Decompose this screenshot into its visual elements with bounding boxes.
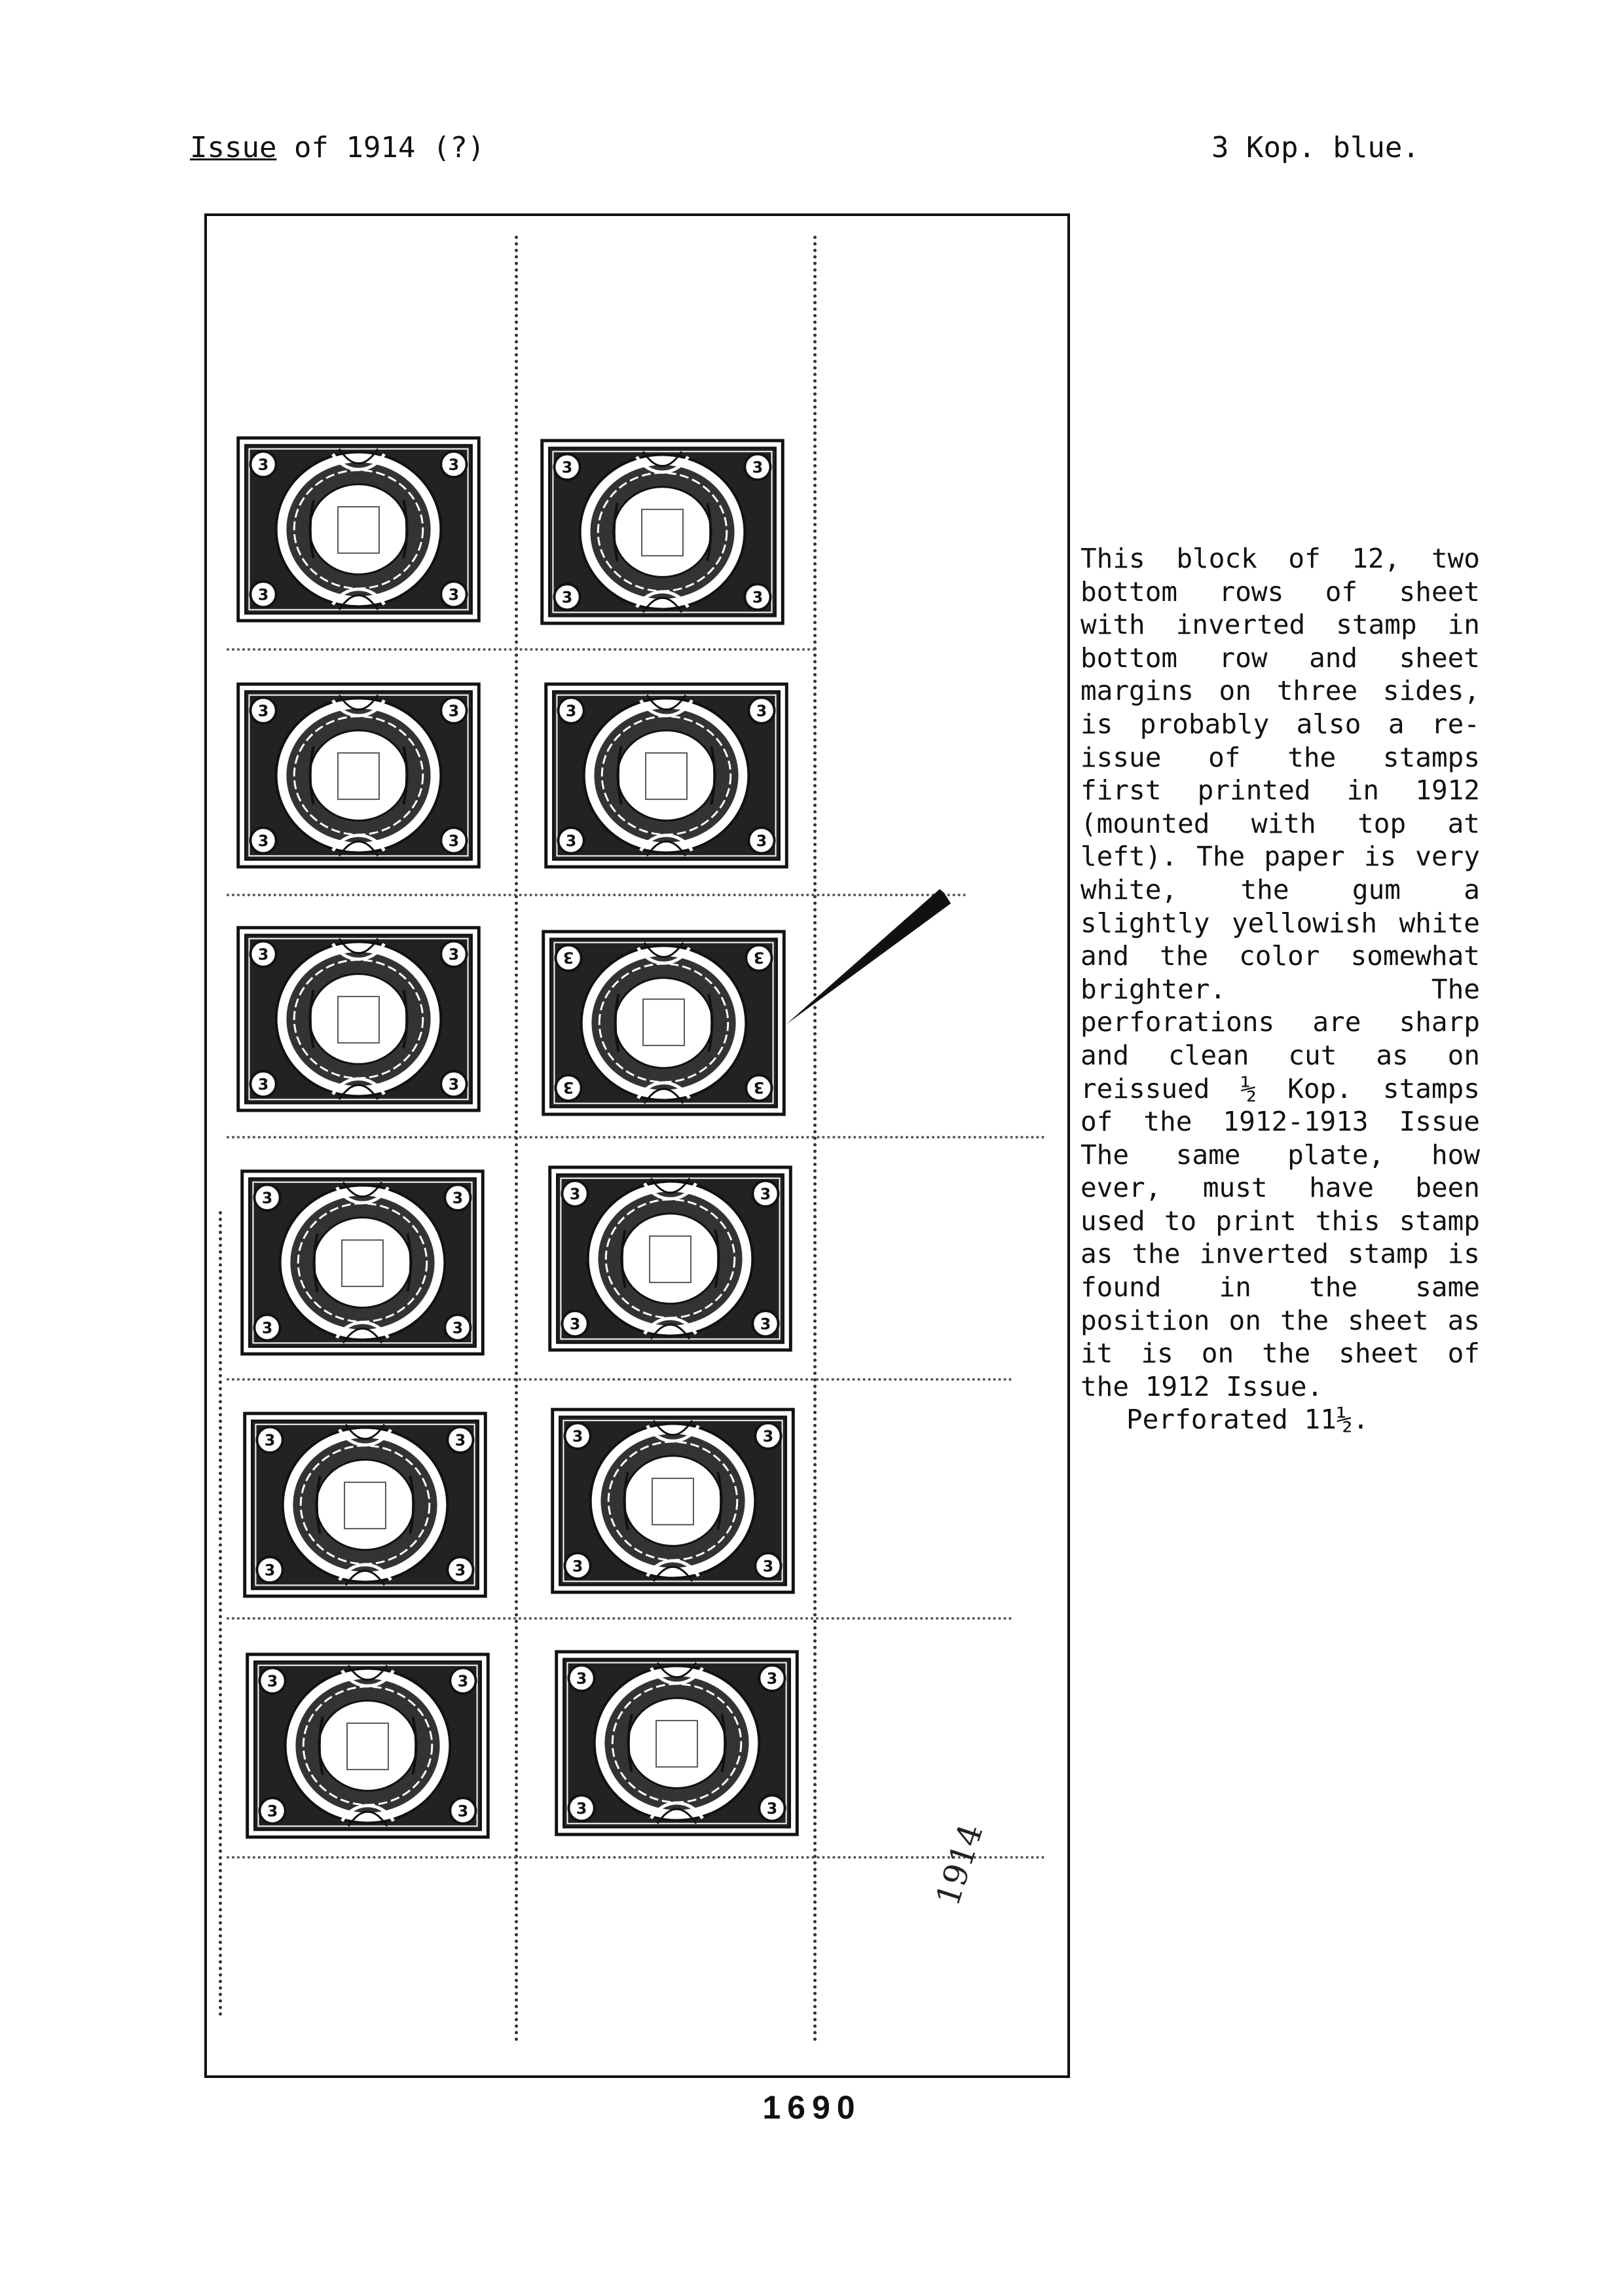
pointer-arrow-to-inverted-stamp: [773, 877, 969, 1074]
stamp-r2c1: [236, 682, 481, 869]
pencil-note: 1914: [929, 1819, 991, 1910]
stamp-r2c2: [544, 682, 789, 869]
stamp-r1c1: [236, 436, 481, 623]
page-number: 1690: [762, 2089, 862, 2126]
stamp-r6c1: [245, 1652, 490, 1839]
stamp-r3c2-inverted: [541, 930, 786, 1116]
stamp-title: 3 Kop. blue.: [1211, 131, 1420, 164]
stamp-r4c2: [547, 1165, 793, 1352]
stamp-r5c2: [550, 1408, 796, 1594]
stamp-r3c1: [236, 926, 481, 1112]
perforation-row-6: [227, 1856, 1045, 1859]
description-text: [1080, 542, 1480, 1436]
perforation-row-4: [227, 1378, 1012, 1381]
perforation-row-3: [227, 1136, 1045, 1139]
description-paragraph: This block of 12, two bottom rows of sheet with inverted stamp in bottom row and sheet margins on three sides, is probably also a re-issue of the stamps first printed in 1912 (mounted with top at left). The paper is very white, the gum a slightly yellowish white and the color somewhat brighter. The perforations are sharp and clean cut as on reissued ½ Kop. stamps of the 1912-1913 Issue The same plate, how ever, must have been used to print this stamp as the inverted stamp is found in the same position on the sheet as it is on the sheet of the 1912 Issue.: [1080, 543, 1480, 1402]
stamp-r1c2: [540, 439, 785, 625]
stamp-r6c2: [554, 1650, 800, 1836]
issue-heading: [190, 131, 485, 164]
perforation-right: [813, 236, 817, 2043]
perforation-middle: [515, 236, 518, 2043]
perforation-row-1: [227, 648, 816, 651]
perforation-row-5: [227, 1617, 1012, 1620]
stamp-r4c1: [240, 1169, 485, 1356]
issue-word: Issue: [190, 131, 277, 164]
issue-year: of 1914 (?): [276, 131, 485, 164]
perforation-left-margin: [219, 1211, 222, 2016]
stamp-block-frame: [204, 213, 1070, 2078]
stamp-r5c1: [242, 1412, 488, 1598]
perforation-note: Perforated 11½.: [1126, 1404, 1369, 1436]
